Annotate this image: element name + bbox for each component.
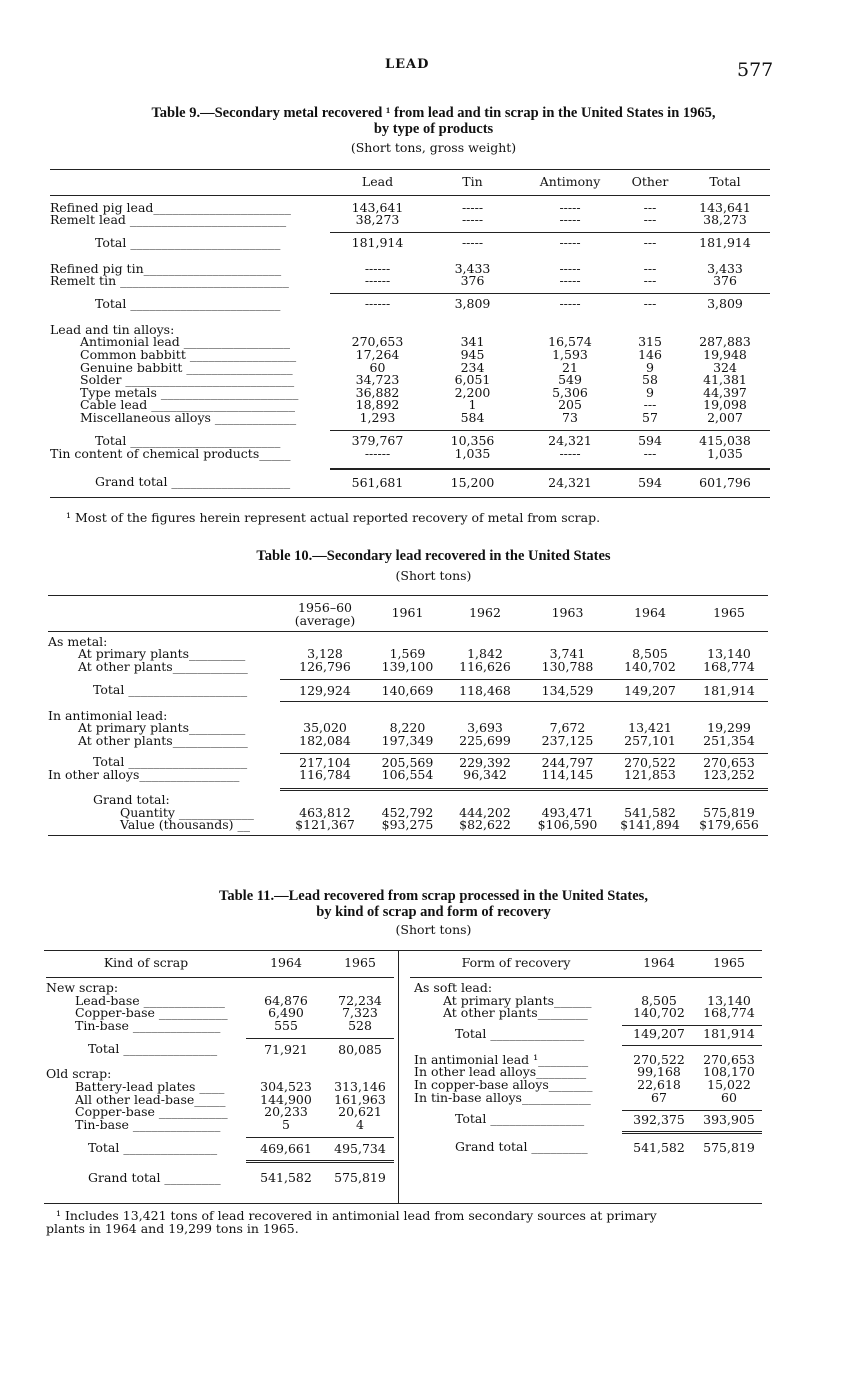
row-label: Tin-base ______________ [75,1017,221,1033]
table-cell: 379,767 [351,433,404,449]
table-cell: 7,672 [549,720,586,736]
table-cell: 129,924 [299,682,351,698]
table10-header-row [48,596,768,632]
table-cell: 181,914 [351,235,404,251]
table-cell: 376 [713,273,737,289]
table-cell: 24,321 [548,433,592,449]
table-cell: 60 [369,359,386,375]
table-cell: 945 [460,347,485,363]
table-cell: 36,882 [355,384,400,400]
table-cell: 270,522 [624,754,676,770]
table-cell: 6,490 [268,1005,304,1021]
running-head: LEAD [385,57,430,72]
row-label: Antimonial lead _________________ [80,334,291,350]
table-cell: 34,723 [355,372,400,388]
table-cell: 149,207 [624,682,676,698]
table-cell: 57 [642,410,658,426]
table-cell: 181,914 [699,235,751,251]
table-row [50,448,770,461]
row-label: Tin-base ______________ [75,1116,221,1132]
table-cell: 123,252 [703,767,755,783]
table-cell: 376 [460,273,485,289]
table9 [50,169,770,498]
table-cell: 270,653 [703,1051,755,1067]
table-cell: 1,293 [359,410,396,426]
table-cell: 80,085 [338,1041,382,1057]
table-cell: 8,220 [389,720,426,736]
table11-left-header [46,951,394,977]
table-row [50,214,770,227]
table-cell: 575,819 [703,1139,755,1155]
table-cell: 541,582 [624,804,676,820]
table9-col-antimony: Antimony [539,174,601,189]
row-label: Kind of scrap [103,955,189,970]
table-cell: 415,038 [699,433,751,449]
table-cell: 67 [651,1089,667,1105]
table-cell: 229,392 [459,754,511,770]
table-cell: --- [643,260,657,276]
table-cell: 287,883 [699,334,751,350]
table-cell: ----- [559,296,581,312]
table-cell: 116,626 [459,658,511,674]
table-cell: 1,593 [552,347,588,363]
row-label: Remelt tin ___________________________ [50,273,289,289]
table-cell: 15,022 [707,1077,751,1093]
table-cell: 20,621 [338,1104,382,1120]
row-label: As soft lead: [414,980,493,995]
table-cell: 315 [638,334,662,350]
page-number: 577 [737,59,774,81]
table-cell: ----- [559,212,581,228]
table-cell: 13,140 [707,992,751,1008]
table-cell: 19,948 [703,347,747,363]
row-label: Refined pig tin______________________ [50,260,282,276]
table-cell: ------ [364,273,391,289]
table-cell: 9 [646,359,654,375]
table-cell: 601,796 [699,474,751,490]
table-cell: 168,774 [703,658,755,674]
table-cell: 24,321 [548,474,592,490]
table-cell: 2,200 [454,384,491,400]
table-cell: 463,812 [299,804,351,820]
table-cell: 5 [282,1116,290,1132]
table9-col-tin: Tin [462,174,483,189]
row-label: At primary plants_________ [78,646,246,662]
table-cell: 555 [274,1017,298,1033]
row-label: All other lead-base_____ [75,1091,226,1107]
table-cell: 35,020 [303,720,347,736]
table-cell: 146 [638,347,662,363]
table-cell: 182,084 [299,732,351,748]
table-cell: 168,774 [703,1005,755,1021]
table-cell: 1,569 [389,646,426,662]
table-cell: 22,618 [637,1077,681,1093]
row-label: plants in 1964 and 19,299 tons in 1965. [46,1221,299,1236]
table-cell: 197,349 [381,732,434,748]
table-row [410,1110,762,1126]
table-cell: 594 [638,433,662,449]
table-cell: 144,900 [260,1091,312,1107]
table-cell: 493,471 [541,804,594,820]
table11-subtitle: (Short tons) [395,922,472,937]
table9-col-lead: Lead [361,174,394,189]
row-label: In tin-base alloys___________ [414,1089,591,1105]
table-cell: $93,275 [381,817,434,833]
table-cell: 3,433 [707,260,743,276]
table-cell: 139,100 [381,658,434,674]
row-label: 1965 [713,605,745,621]
table-cell: 181,914 [703,1026,755,1042]
table-cell: ----- [559,273,581,289]
table-row [46,1020,394,1033]
table-cell: 541,582 [633,1139,685,1155]
row-label: Grand total _________ [455,1139,588,1155]
table-cell: 549 [558,372,582,388]
table-cell: 13,421 [628,720,672,736]
table-cell: ----- [559,260,581,276]
table9-footnote: ¹ Most of the figures herein represent actual reported recovery of metal from scrap. [66,510,601,525]
table-row [50,294,770,316]
row-label: At primary plants_________ [78,720,246,736]
table-cell: 15,200 [450,474,495,490]
table-row [50,469,770,491]
table-cell: 3,433 [454,260,491,276]
table-cell: 108,170 [703,1064,755,1080]
table-row [48,661,768,674]
row-label: In antimonial lead: [48,707,168,723]
table-cell: $121,367 [295,817,355,833]
table-cell: 41,381 [703,372,747,388]
row-label: Grand total _________ [88,1169,221,1185]
table-cell: 19,098 [703,397,747,413]
table-cell: 143,641 [351,199,404,215]
row-label: Total _______________ [455,1111,585,1127]
table-cell: $141,894 [620,817,680,833]
table-cell: 5,306 [552,384,588,400]
table-cell: 528 [348,1017,372,1033]
table10-title: Table 10.—Secondary lead recovered in the United States [256,548,611,564]
table-cell: 7,323 [342,1005,378,1021]
table-cell: 270,522 [633,1051,685,1067]
row-label: Total ________________________ [95,432,281,448]
row-label: 1963 [551,605,584,621]
table9-col-total: Total [709,174,741,189]
table-cell: 38,273 [703,212,747,228]
table-cell: 10,356 [450,433,495,449]
table-cell: 2,007 [707,410,743,426]
row-label: At other plants____________ [78,732,248,748]
row-label: Total _______________ [455,1025,585,1041]
table-row [50,412,770,425]
table-cell: 140,702 [633,1005,685,1021]
row-label: At other plants________ [443,1005,588,1021]
table-cell: 575,819 [334,1170,386,1186]
row-label: 1956–60 [298,600,352,615]
table-cell: 8,505 [632,646,668,662]
row-label: 1964 [634,605,666,621]
table-cell: 225,699 [459,732,511,748]
table-cell: 3,128 [307,646,343,662]
table11-right [410,951,762,1154]
table-cell: 19,299 [707,720,751,736]
table-cell: 4 [356,1116,364,1132]
table-cell: ------ [364,445,391,461]
table-cell: 134,529 [541,682,594,698]
row-label: Grand total ___________________ [95,474,291,490]
table-cell: 64,876 [264,992,308,1008]
row-label: 1965 [713,955,745,970]
row-label: Old scrap: [46,1066,112,1082]
table-cell: 9 [646,384,654,400]
table-cell: 58 [642,372,658,388]
table9-title-line1: Table 9.—Secondary metal recovered ¹ from lead and tin scrap in the United States in 1965, [151,105,716,121]
row-label: ¹ Includes 13,421 tons of lead recovered in antimonial lead from secondary sources at primary [56,1208,657,1223]
table-cell: 495,734 [334,1140,386,1156]
table-cell: ----- [461,235,484,251]
table-cell: 96,342 [463,767,507,783]
table-cell: 270,653 [351,334,404,350]
table-cell: 181,914 [703,682,755,698]
table-cell: 575,819 [703,804,755,820]
row-label: 1964 [270,955,302,970]
table-cell: 541,582 [260,1170,312,1186]
row-label: Common babbitt _________________ [80,347,297,363]
table-cell: 257,101 [624,732,676,748]
table-cell: 13,140 [707,646,751,662]
table-cell: ------ [364,260,391,276]
table-cell: --- [643,212,657,228]
table-cell: 44,397 [703,384,747,400]
row-label: Lead and tin alloys: [50,321,175,337]
table-cell: ----- [559,199,581,215]
row-label: At other plants____________ [78,658,248,674]
row-label: (average) [294,612,356,628]
table-cell: 313,146 [334,1079,386,1095]
table-cell: 6,051 [454,372,491,388]
row-label: Tin content of chemical products_____ [50,445,291,461]
table-cell: 161,963 [334,1091,386,1107]
row-label: In other alloys________________ [48,767,240,783]
table9-title [40,105,827,137]
table-cell: 270,653 [703,754,755,770]
row-label: 1965 [344,955,376,970]
row-label: Total _______________ [88,1041,218,1057]
table-cell: 143,641 [699,199,751,215]
table10-subtitle: (Short tons) [395,568,472,583]
table-cell: 244,797 [541,754,594,770]
table-row [46,1163,394,1185]
table-cell: 114,145 [541,767,594,783]
row-label: Refined pig lead______________________ [50,199,291,215]
table-cell: 106,554 [381,767,434,783]
row-label: In antimonial lead ¹________ [414,1051,589,1067]
table-cell: 38,273 [355,212,400,228]
row-label: Total ___________________ [93,754,248,770]
table-cell: 217,104 [299,754,351,770]
table-row [410,1133,762,1154]
table-row [50,275,770,288]
table-row [48,679,768,697]
table-cell: 3,693 [467,720,503,736]
table9-subtitle: (Short tons, gross weight) [350,140,517,155]
row-label: In copper-base alloys_______ [414,1077,593,1093]
row-label: Type metals ______________________ [80,384,299,400]
table-cell: 594 [638,474,662,490]
table-cell: --- [643,273,657,289]
row-label: 1964 [643,955,675,970]
table-cell: 8,505 [641,992,677,1008]
table-cell: 21 [562,359,578,375]
table-cell: 1,842 [467,646,503,662]
table-cell: 392,375 [633,1111,685,1127]
table-cell: $82,622 [459,817,511,833]
table-cell: 1,035 [454,445,491,461]
row-label: Table 11.—Lead recovered from scrap processed in the United States, [219,888,648,904]
table-cell: 251,354 [703,732,755,748]
table11-footnote [46,1209,766,1235]
table11-left [46,951,394,1185]
row-label: Battery-lead plates ____ [75,1079,225,1095]
table-cell: 121,853 [624,767,676,783]
table11-bottom-rule [44,1203,762,1204]
table-cell: 116,784 [299,767,351,783]
table-row [410,1026,762,1041]
row-label: Lead-base _____________ [75,992,225,1008]
row-label: Remelt lead _________________________ [50,212,287,228]
table-cell: ----- [461,212,484,228]
table-cell: 3,809 [454,296,491,312]
table-row [46,1038,394,1056]
table-cell: 452,792 [381,804,434,820]
table-cell: 126,796 [299,658,351,674]
table-cell: 73 [562,410,578,426]
table-cell: 3,809 [707,296,743,312]
row-label: At primary plants______ [443,992,592,1008]
table-row [46,1119,394,1132]
table9-title-line2: by type of products [373,121,494,137]
table-row [50,233,770,255]
table11-title [40,888,827,920]
table-cell: ----- [461,199,484,215]
table-cell: 99,168 [637,1064,681,1080]
table-cell: 18,892 [355,397,400,413]
table-row [48,819,768,832]
row-label: by kind of scrap and form of recovery [316,904,551,920]
row-label: Solder ___________________________ [80,372,295,388]
table-cell: 444,202 [459,804,511,820]
row-label: Total _______________ [88,1140,218,1156]
table-cell: --- [643,296,657,312]
row-label: Grand total: [93,792,170,808]
table-cell: 393,905 [703,1111,755,1127]
row-label: Copper-base ___________ [75,1104,228,1120]
table-row [410,1092,762,1105]
table-cell: 1 [468,397,477,413]
table-cell: 130,788 [541,658,594,674]
table11-divider [398,950,399,1203]
table10-col-avg [280,596,370,632]
table-cell: 17,264 [355,347,400,363]
row-label: Total ________________________ [95,295,281,311]
table9-col-other: Other [631,174,669,189]
row-label: Copper-base ___________ [75,1005,228,1021]
table-cell: 205 [558,397,582,413]
row-label: Total ___________________ [93,682,248,698]
table-cell: 341 [460,334,485,350]
row-label: 1961 [391,605,424,621]
table-cell: 324 [713,359,737,375]
row-label: Quantity ____________ [120,804,254,820]
table-row [48,769,768,782]
table-cell: 469,661 [260,1140,312,1156]
table-row [48,735,768,748]
table-cell: 71,921 [264,1041,308,1057]
table-cell: ----- [559,445,581,461]
row-label: 1962 [469,605,501,621]
table-cell: 149,207 [633,1026,685,1042]
table-cell: 584 [460,410,485,426]
row-label: New scrap: [46,980,119,995]
row-label: Cable lead _______________________ [80,397,295,413]
table-cell: $106,590 [537,817,598,833]
table-cell: ------ [364,296,391,312]
table-cell: 304,523 [260,1079,312,1095]
row-label: Form of recovery [461,955,571,970]
row-label: Value (thousands) __ [120,817,250,833]
row-label: Miscellaneous alloys _____________ [80,410,297,426]
row-label: As metal: [48,633,108,649]
table-cell: 16,574 [548,334,592,350]
table-cell: $179,656 [699,817,759,833]
row-label: Total ________________________ [95,234,281,250]
table-cell: 1,035 [707,445,743,461]
table-cell: 118,468 [459,682,511,698]
table-cell: --- [643,199,657,215]
table-cell: --- [643,397,657,413]
table11-right-header [410,951,762,977]
table-cell: 561,681 [351,474,404,490]
table9-header-row [50,170,770,196]
row-label: Genuine babbitt _________________ [80,359,293,375]
table-cell: --- [643,445,657,461]
table-cell: --- [643,235,657,251]
table-cell: 20,233 [264,1104,308,1120]
table10 [48,595,768,836]
table-row [46,1137,394,1155]
table-cell: 205,569 [381,754,434,770]
table-cell: ----- [559,235,581,251]
table-row [410,1007,762,1020]
table-cell: 140,669 [381,682,434,698]
table-cell: 60 [721,1089,737,1105]
table-cell: 234 [460,359,485,375]
table-cell: 140,702 [624,658,676,674]
table-cell: 72,234 [338,992,382,1008]
table-cell: 3,741 [549,646,586,662]
table-cell: 237,125 [541,732,594,748]
row-label: In other lead alloys________ [414,1064,587,1080]
